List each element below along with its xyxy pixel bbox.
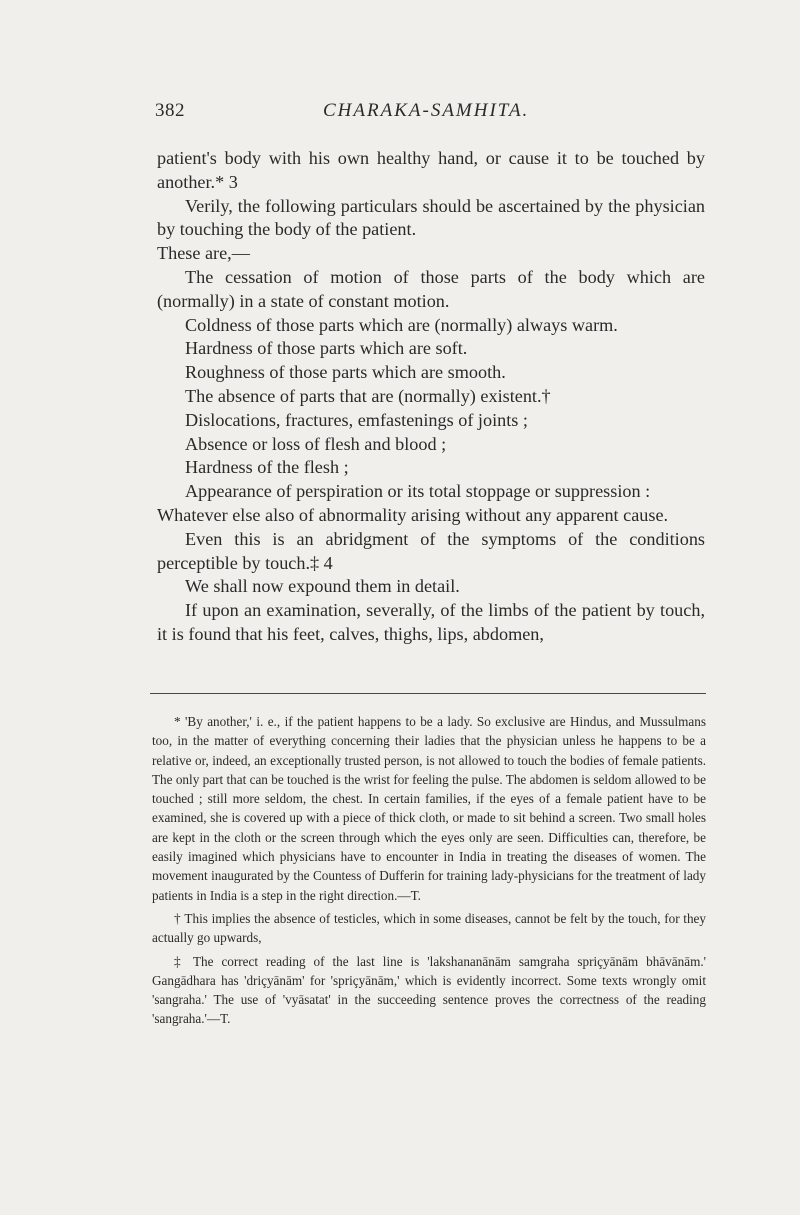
footnote-divider — [150, 693, 706, 694]
paragraph: Whatever else also of abnormality arising without any apparent cause. — [157, 504, 669, 525]
paragraph: If upon an examination, severally, of the limbs of the patient by touch, it is found that his feet, calves, thighs, lips, abdomen, — [157, 600, 705, 644]
paragraph: Even this is an abridgment of the symptoms of the conditions perceptible by touch.‡ 4 — [157, 528, 705, 573]
running-title: CHARAKA-SAMHITA. — [323, 100, 530, 121]
paragraph: patient's body with his own healthy hand, or cause it to be touched by another.* 3 — [157, 148, 705, 192]
list-item: Roughness of those parts which are smooth. — [185, 362, 506, 383]
list-item: Appearance of perspiration or its total stoppage or suppression : — [185, 481, 651, 502]
footnote-star: * 'By another,' i. e., if the patient happens to be a lady. So exclusive are Hindus, and Mussulmans too, in the matter of everything concerning their ladies that the physician unless he happens to be a relative or, indeed, an exceptionally trusted person, is not allowed to touch the bodies of female patients. The only part that can be touched is the wrist for feeling the pulse. The abdomen is seldom allowed to be touched ; still more seldom, the chest. In certain families, if the eyes of a female patient have to be examined, she is covered up with a piece of thick cloth, or made to sit behind a screen. Two small holes are kept in the cloth or the screen through which the eyes only are seen. Difficulties can, therefore, be easily imagined which physicians have to encounter in India in treating the diseases of women. The movement inaugurated by the Countess of Dufferin for training lady-physicians for the treatment of lady patients in India is a step in the right direction.—T. — [152, 714, 706, 903]
page-number: 382 — [155, 100, 185, 121]
paragraph: These are,— — [157, 243, 250, 264]
list-item: The absence of parts that are (normally) existent.† — [185, 385, 551, 406]
list-item: The cessation of motion of those parts of the body which are (normally) in a state of constant motion. — [157, 266, 705, 311]
paragraph: We shall now expound them in detail. — [185, 576, 460, 597]
list-item: Hardness of those parts which are soft. — [185, 338, 468, 359]
footnote-dagger: † This implies the absence of testicles, which in some diseases, cannot be felt by the touch, for they actually go upwards, — [152, 910, 706, 946]
footnotes — [152, 712, 706, 1033]
page-header — [155, 100, 715, 130]
list-item: Absence or loss of flesh and blood ; — [185, 433, 447, 454]
list-item: Coldness of those parts which are (normally) always warm. — [185, 314, 618, 335]
list-item: Hardness of the flesh ; — [185, 457, 349, 478]
list-item: Dislocations, fractures, emfastenings of joints ; — [185, 409, 528, 430]
paragraph: Verily, the following particulars should be ascertained by the physician by touching the body of the patient. — [157, 195, 705, 240]
footnote-double-dagger: ‡ The correct reading of the last line is 'lakshananānām samgraha spriçyānām bhāvānām.' Gangādhara has 'driçyānām' for 'spriçyānām,' which is evidently incorrect. Some texts wrongly omit 'sangraha.' The use of 'vyāsatat' in the succeeding sentence proves the correctness of the reading 'sangraha.'—T. — [152, 953, 706, 1027]
main-text — [157, 147, 705, 647]
